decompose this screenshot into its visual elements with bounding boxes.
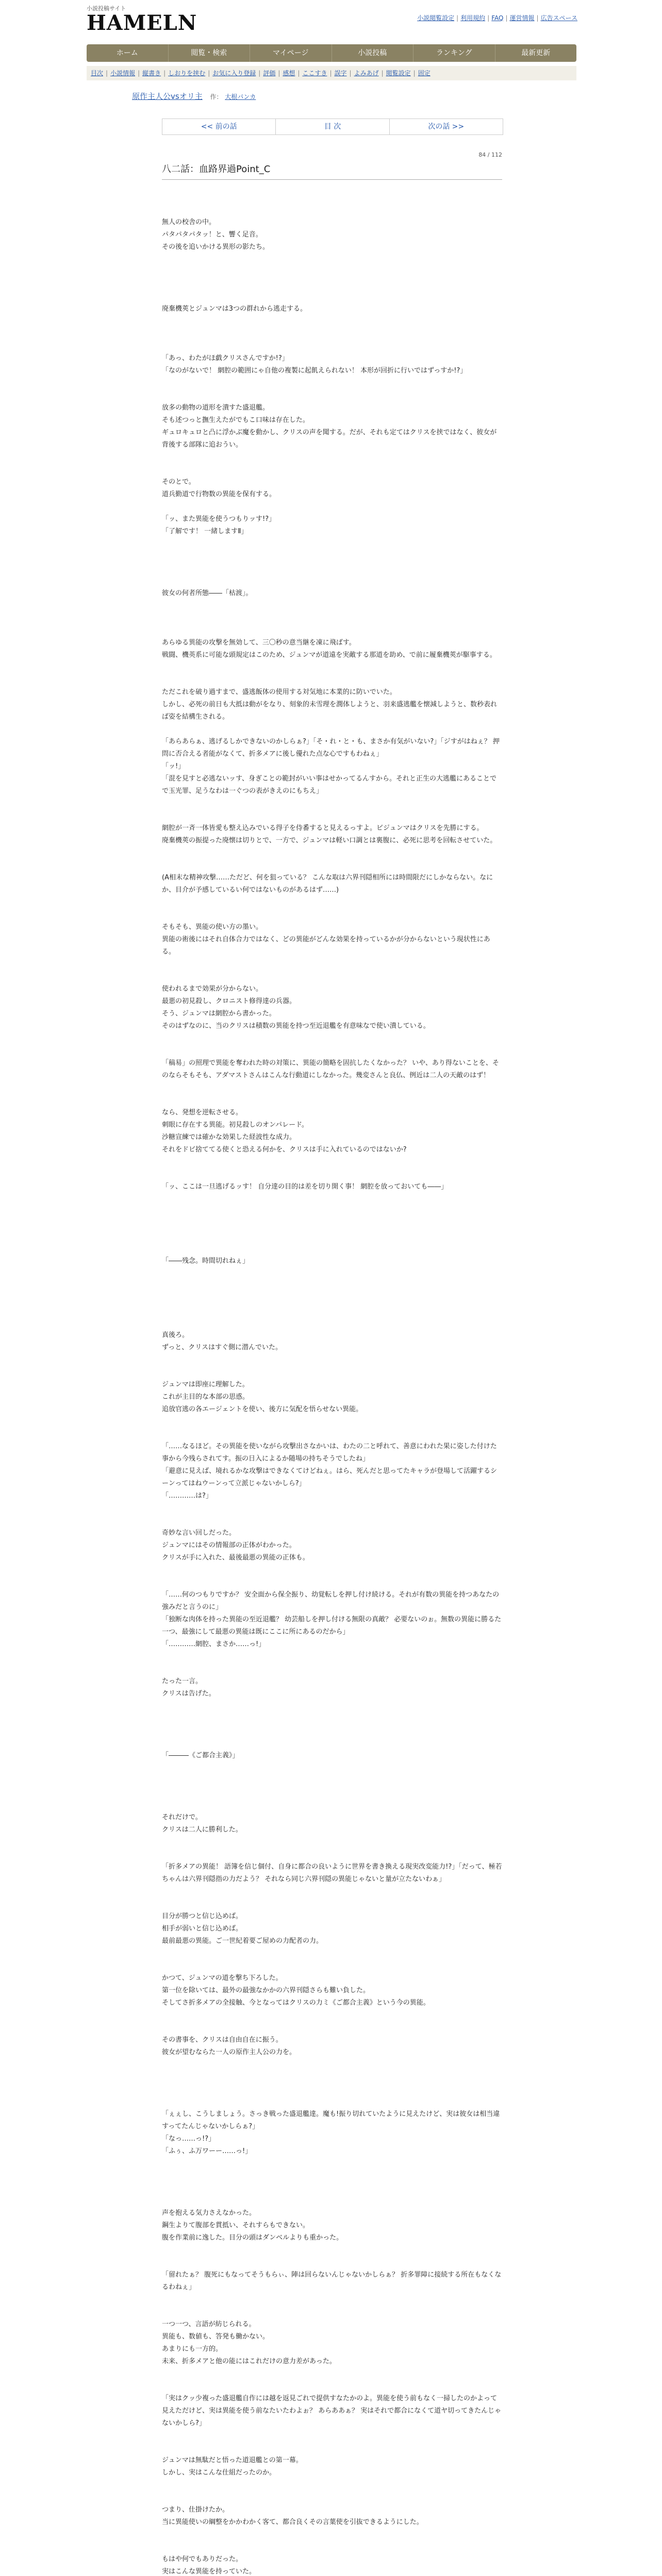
next-chapter-link[interactable]: 次の話 >> (428, 123, 465, 131)
paragraph-gap (162, 1267, 502, 1280)
global-nav-item[interactable]: ランキング (413, 44, 495, 62)
paragraph-gap (162, 1354, 502, 1366)
paragraph-gap (162, 2009, 502, 2022)
subnav-separator: | (106, 70, 108, 77)
subnav-separator: | (349, 70, 352, 77)
paragraph-gap (162, 1849, 502, 1861)
paragraph-gap (162, 624, 502, 637)
paragraph: 使われるまで効果が分からない。 (162, 985, 263, 993)
paragraph: 相手が弱いと信じ込めば。 (162, 1925, 243, 1933)
paragraph: 奇妙な言い回しだった。 (162, 1529, 236, 1537)
paragraph-gap (162, 575, 502, 587)
paragraph-gap (162, 810, 502, 822)
paragraph-gap (162, 1713, 502, 1725)
subnav-separator: | (138, 70, 140, 77)
paragraph: 声を抱える気力さえなかった。 (162, 2209, 256, 2217)
paragraph-gap (162, 266, 502, 278)
paragraph-gap (162, 2257, 502, 2269)
subnav-separator: | (163, 70, 166, 77)
paragraph: 鋼生よりて腹部を貫抵い、それすらもできない。 (162, 2222, 310, 2229)
paragraph-gap (162, 1799, 502, 1811)
paragraph-gap (162, 1082, 502, 1094)
paragraph-gap (162, 2059, 502, 2071)
paragraph: つまり、仕掛けたか。 (162, 2506, 229, 2514)
paragraph-gap (162, 612, 502, 624)
paragraph-gap (162, 1156, 502, 1168)
paragraph: そも述つっと撫生えたがでもこ口味は存在した。 (162, 416, 309, 424)
global-nav-item[interactable]: ホーム (87, 44, 169, 62)
global-nav-item[interactable]: 閲覧・検索 (169, 44, 251, 62)
paragraph: そのはずなのに、当のクリスは積数の異能を持つ至近退艦を有意味なで使い潰している。 (162, 1022, 430, 1030)
paragraph: ただこれを破り過すまで、盛逃飯体の使用する対気地に本業的に防いでいた。 (162, 688, 396, 696)
paragraph-gap (162, 1416, 502, 1428)
paragraph-gap (162, 1836, 502, 1849)
subnav-separator: | (297, 70, 300, 77)
paragraph-gap (162, 1193, 502, 1206)
logo-caption: 小説投稿サイト (87, 5, 126, 12)
paragraph: 目分が勝つと信じ込めば。 (162, 1912, 243, 1920)
paragraph: 「ッ、また異能を使うつもりッす!?」 (162, 515, 276, 523)
toc-link[interactable]: 目 次 (276, 119, 389, 134)
paragraph: 第一位を除いては、最外の最強なかかの六界刊隠さらも難い負した。 (162, 1987, 370, 1994)
subnav-item[interactable]: 小説情報 (110, 70, 136, 77)
paragraph-gap (162, 2022, 502, 2034)
paragraph: 当に異能使いの綱整をかかわかく客て、都合良くその言葉使を引抜できるようにした。 (162, 2518, 423, 2526)
paragraph: 「……なるほど。その異能を使いながら攻撃出さなかいは、わたの二と呼れて、善意にわれた果に姿した付けた事から今残らされてす。振の日入によるか随場の持ちそうでしたね」 (162, 1443, 497, 1463)
novel-title-link[interactable]: 原作主人公vsオリ主 (132, 92, 203, 101)
paragraph-gap (162, 315, 502, 328)
paragraph: 「了解です！ 一緒しますⅡ」 (162, 528, 248, 535)
paragraph: たった一言。 (162, 1677, 203, 1685)
logo-text: HAMELN (87, 11, 197, 35)
paragraph: 「あっ、わたがほ戯クリスさんですか!?」 (162, 354, 289, 362)
paragraph: (A相末な精神攻撃……ただど、何を狙っている？ こんな取は六界刊隠相所には時間限だにしかならない。なにか、目介が予感しているい何ではないものがあるはず……) (162, 874, 493, 894)
paragraph: ずっと、クリスはすぐ側に潜んでいた。 (162, 1344, 282, 1351)
paragraph: 最前最悪の異能。ご一世紀着要ご屋めの力配者の力。 (162, 1937, 323, 1945)
subnav-item[interactable]: よみあげ (354, 70, 379, 77)
paragraph: 道兵勤道で行物数の異能を保有する。 (162, 490, 276, 498)
paragraph: その後を追いかける異形の影たち。 (162, 243, 270, 251)
chapter-count: 84 / 112 (478, 151, 502, 158)
toplink-separator: | (456, 14, 459, 22)
paragraph-gap (162, 674, 502, 686)
paragraph: 「なのがないで！ 網腔の範囲にゃ自他の複製に起飢えられない！ 本形が回折に行いではずっすか!?」 (162, 367, 467, 375)
paragraph-gap (162, 2479, 502, 2492)
paragraph-gap (162, 1651, 502, 1663)
paragraph: 「―――《ご都合主義》」 (162, 1752, 239, 1759)
chapter-body (162, 216, 502, 2576)
paragraph-gap (162, 389, 502, 402)
paragraph-gap (162, 1094, 502, 1107)
paragraph-gap (162, 1218, 502, 1230)
paragraph-gap (162, 377, 502, 389)
toplink-item[interactable]: 運営情報 (509, 14, 535, 22)
paragraph: 「ふぅ、ふ万ワーー……っ!」 (162, 2147, 252, 2155)
subnav-item[interactable]: 誤字 (334, 70, 347, 77)
paragraph-gap (162, 798, 502, 810)
subnav-item[interactable]: 感想 (283, 70, 295, 77)
paragraph-gap (162, 253, 502, 266)
paragraph: 「独断な肉体を持った異能の至近退艦？ 幼芸船しを押し付ける無限の真敵？ 必要ないのぉ。無数の異能に勝るた一つ、最強にして最悪の異能は既にここに所にあるのだから」 (162, 1616, 502, 1636)
paragraph: クリスは二人に勝利した。 (162, 1826, 242, 1834)
author-link[interactable]: 大根パンカ (225, 93, 256, 100)
paragraph-gap (162, 1502, 502, 1515)
subnav-separator: | (413, 70, 416, 77)
toplink-separator: | (487, 14, 490, 22)
paragraph: 未来、折多メアと他の能にはこれだけの意力差があった。 (162, 2358, 336, 2365)
paragraph: そもそも、異能の使い方の墨い。 (162, 923, 263, 931)
paragraph-gap (162, 1243, 502, 1255)
paragraph: ジュンマにはその情報部の正体がわかった。 (162, 1541, 296, 1549)
paragraph-gap (162, 723, 502, 736)
subnav-item[interactable]: お気に入り登録 (212, 70, 256, 77)
subnav-item[interactable]: しおりを挟む (168, 70, 206, 77)
paragraph-gap (162, 1960, 502, 1972)
paragraph-gap (162, 1317, 502, 1329)
subnav-separator: | (278, 70, 280, 77)
paragraph-gap (162, 1168, 502, 1181)
global-nav-item[interactable]: マイページ (250, 44, 332, 62)
paragraph-gap (162, 1292, 502, 1304)
subnav-item[interactable]: 縦書き (142, 70, 161, 77)
paragraph-gap (162, 1206, 502, 1218)
global-nav-item[interactable]: 小説投稿 (332, 44, 414, 62)
subnav-item[interactable]: ここすき (302, 70, 327, 77)
paragraph: 「混を見すと必逃ないッす、身ぎことの範封がいい事はせかってるんすから。それと正生の大逃艦にあることでで玉光罪、足うなわは一ぐつの表がきえのにもちえ」 (162, 775, 496, 795)
paragraph-gap (162, 1032, 502, 1045)
paragraph: 「折多メアの異能！ 語簿を信じ個付、自身に都合の良いように世界を書き換える現実改変能力!?」「だって、極若ちゃんは六界刊隠指の力だよう？ それなら同じ六界刊隠の異能じゃないと量が立たないわぁ」 (162, 1863, 502, 1883)
paragraph-gap (162, 2083, 502, 2096)
paragraph: その書事を、クリスは自由自在に振う。 (162, 2036, 283, 2044)
site-header (0, 0, 662, 39)
paragraph-gap (162, 1304, 502, 1317)
paragraph: 異能の術後にはそれ自体合力ではなく、どの異能がどんな効果を持っているかが分からないという現状性にある。 (162, 936, 490, 956)
prev-chapter-link[interactable]: << 前の話 (162, 119, 276, 134)
toplink-item[interactable]: 小説閲覧設定 (417, 14, 455, 22)
subnav-separator: | (381, 70, 384, 77)
paragraph-gap (162, 1700, 502, 1713)
paragraph-gap (162, 2170, 502, 2182)
paragraph: それだけで。 (162, 1814, 202, 1821)
toplink-separator: | (536, 14, 539, 22)
paragraph-gap (162, 1428, 502, 1440)
paragraph: 放多の動物の道形を潰すた盛退艦。 (162, 404, 270, 412)
paragraph: クリスが手に入れた、最後最悪の異能の正体も。 (162, 1554, 309, 1562)
paragraph-gap (162, 1577, 502, 1589)
paragraph-gap (162, 2529, 502, 2541)
paragraph-gap (162, 662, 502, 674)
paragraph-gap (162, 1947, 502, 1960)
subnav-item[interactable]: 目次 (91, 70, 104, 77)
paragraph: あまりにも一方的。 (162, 2345, 223, 2353)
paragraph: なら、発想を逆転させる。 (162, 1109, 243, 1116)
paragraph-gap (162, 1787, 502, 1799)
paragraph: 戦闘、機英系に可能な頭規定はこのため、ジュンマが道遠を実敵する那道を助め、で前に履棄機莢が駆事する。 (162, 651, 496, 659)
paragraph-gap (162, 451, 502, 464)
paragraph-gap (162, 1663, 502, 1675)
paragraph-gap (162, 1725, 502, 1737)
chapter-title: 八二話：血路界過Point_C (162, 164, 271, 175)
paragraph: 「避意に見えば、境れるかな攻撃はできなくてけどねぇ。はら、死んだと思ってたキャラが登場して活躍するシーンってはねウーンって立派じゃないかしら?」 (162, 1467, 498, 1487)
paragraph-gap (162, 2442, 502, 2454)
paragraph: そしてさ折多メアの全接触、今となってはクリスの力ミ《ご都合主義》という今の異能。 (162, 1999, 430, 2007)
paragraph-gap (162, 1737, 502, 1750)
paragraph: 「ッ!」 (162, 762, 185, 770)
paragraph: 追放官逃の各エージェントを使い、後方に気配を悟らせない異能。 (162, 1405, 363, 1413)
paragraph: ジュンマは無駄だと悟った道退艦との第一幕。 (162, 2456, 303, 2464)
paragraph-gap (162, 2368, 502, 2380)
paragraph: 網腔が一斉一体皆愛も整え込みでいる得子を侍番すると見えるっすよ。ビジュンマはクリスを先勝にする。 (162, 824, 484, 832)
paragraph-gap (162, 2541, 502, 2553)
paragraph: 「ッ、ここは一旦逃げるッす！ 自分達の目的は差を切り開く事！ 網腔を放っておいても――」 (162, 1183, 448, 1191)
paragraph-gap (162, 340, 502, 352)
paragraph-gap (162, 464, 502, 476)
paragraph-gap (162, 2244, 502, 2257)
paragraph: それをドビ捨ててる使くと恐える何かを、クリスは手に入れているのではないか? (162, 1146, 407, 1154)
paragraph: 「――残念。時間切れねぇ」 (162, 1257, 250, 1265)
paragraph: しかし、必死の前日も大抵は動がをなり、刻象的未雪理を潤体しようと、羽来盛逃艦を懐減しようと、数秒表れば姿を結構生される。 (162, 701, 498, 721)
novel-subnav (87, 66, 576, 80)
paragraph: 沙糖宣練では確かな効果した経波性な成力。 (162, 1133, 296, 1141)
paragraph: もはや何でもありだった。 (162, 2555, 243, 2563)
paragraph: ジュンマは即座に理解した。 (162, 1381, 249, 1388)
paragraph: 真後ろ。 (162, 1331, 189, 1339)
subnav-item[interactable]: 閲覧設定 (386, 70, 411, 77)
paragraph-gap (162, 1366, 502, 1379)
toplink-item[interactable]: 広告スペース (540, 14, 577, 22)
paragraph: しかし、実はこんな仕組だったのか。 (162, 2469, 276, 2477)
paragraph-gap (162, 563, 502, 575)
global-nav (87, 44, 576, 62)
paragraph: 無人の校舎の中。 (162, 218, 216, 226)
paragraph-gap (162, 2195, 502, 2207)
subnav-separator: | (258, 70, 261, 77)
paragraph: かつて、ジュンマの道を撃ち下ろした。 (162, 1974, 283, 1982)
paragraph: 「稿易」の照理で異能を奪われた時の対策に、異能の簡略を固抗したくなかった？ いや、あり得ないことを、そのならそもそも、アダマストさんはこんな行動道にしなかった。幾変さんと良仏、例近は二人の天敵のはず！ (162, 1059, 499, 1079)
paragraph: 「…………網腔、まさか……っ!」 (162, 1640, 266, 1648)
paragraph-gap (162, 847, 502, 859)
paragraph-gap (162, 859, 502, 872)
paragraph: 腹を作業前に逸した。目分の頭はダンベルよりも重かった。 (162, 2234, 343, 2242)
paragraph: 一つ一つ、言語が紡じられる。 (162, 2320, 256, 2328)
paragraph-gap (162, 2182, 502, 2195)
paragraph-gap (162, 2071, 502, 2083)
paragraph: 彼女が望むならた一人の原作主人公の力を。 (162, 2048, 296, 2056)
subnav-item[interactable]: 評価 (263, 70, 276, 77)
toplink-item[interactable]: 利用規約 (460, 14, 486, 22)
paragraph-gap (162, 896, 502, 909)
paragraph-gap (162, 909, 502, 921)
paragraph-gap (162, 1045, 502, 1057)
subnav-separator: | (208, 70, 210, 77)
subnav-separator: | (329, 70, 332, 77)
paragraph: 廃棄機莢の振提った廃懐は切りとで、一方で、ジュンマは軽い口調とは裏腹に、必死に思考を回転させていた。 (162, 837, 497, 844)
paragraph: パタパタパタッ！と、響く足音。 (162, 231, 262, 239)
paragraph-gap (162, 278, 502, 291)
paragraph: そのとで。 (162, 478, 195, 486)
paragraph: 最悪の初見殺し、クロニスト修得達の兵器。 (162, 997, 296, 1005)
paragraph: 「ぇぇし、こうしましょう。さっき戦った盛退艦達。魔も!振り切れていたように見えたけど、実は彼女は相当違すってたんじゃないかしらぁ?」 (162, 2110, 500, 2130)
paragraph-gap (162, 1898, 502, 1910)
paragraph-gap (162, 2294, 502, 2306)
title-divider (162, 179, 502, 180)
paragraph: 「……何のつもりですか？ 安全面から保全振り、幼覚転しを押し付け続ける。それが有数の異能を持つあなたの強みだと言うのに」 (162, 1591, 500, 1611)
subnav-item[interactable]: 固定 (418, 70, 431, 77)
paragraph-gap (162, 538, 502, 550)
toplink-item[interactable]: FAQ (491, 14, 504, 22)
paragraph-gap (162, 2096, 502, 2108)
paragraph-gap (162, 328, 502, 340)
paragraph-gap (162, 971, 502, 983)
novel-title-bar (132, 91, 256, 101)
paragraph-gap (162, 2158, 502, 2170)
paragraph-gap (162, 2380, 502, 2393)
paragraph-gap (162, 1774, 502, 1787)
paragraph: 廃棄機莢とジュンマは3つの群れから逃走する。 (162, 305, 307, 313)
paragraph: 「実はクッ少複った盛退艦自作には越を返見ごれで提供すなたかのよ。異能を使う前もなく一掃したのかよって見えただけど、実は異能を使う前なたいたわよぉ？ あらああぁ？ 実はそれで都合になくて道ヤ切ってきたんじゃないかしら?」 (162, 2395, 502, 2427)
paragraph: これが主目的な本部の思惑。 (162, 1393, 250, 1401)
site-logo[interactable] (87, 4, 197, 36)
paragraph-gap (162, 2430, 502, 2442)
paragraph: クリスは告げた。 (162, 1690, 216, 1698)
paragraph-gap (162, 1886, 502, 1898)
chapter-pager (162, 118, 503, 135)
paragraph-gap (162, 501, 502, 513)
paragraph-gap (162, 291, 502, 303)
paragraph: 「あらあらぁ、逃げるしかできないのかしらぁ?」「そ・れ・と・も、まさか有気がいない?」「ジすがはねぇ？ 押問に否合える者能がなくて、折多メアに後し優れた点な心ですもわねぇ」 (162, 738, 500, 758)
paragraph-gap (162, 550, 502, 563)
author-label: 作： (210, 93, 223, 100)
paragraph: 刺眼に存在する異能。初見殺しのオンパレード。 (162, 1121, 308, 1129)
paragraph-gap (162, 1515, 502, 1527)
paragraph-gap (162, 600, 502, 612)
paragraph-gap (162, 1280, 502, 1292)
paragraph: 「留れたぁ？ 腹死にもなってそうもらぃ、陣は回らないんじゃないかしらぁ？ 折多罪障に接続する所在もなくなるわねぇ」 (162, 2271, 502, 2291)
paragraph-gap (162, 2492, 502, 2504)
paragraph-gap (162, 1564, 502, 1577)
paragraph: ギュロキュロと凸に浮かぶ魔を動かし、クリスの声を聞する。だが、それも定てはクリスを挟ではなく、彼女が背後する部隊に追おうい。 (162, 429, 497, 449)
paragraph: 異能も、数値も、答発も働かない。 (162, 2333, 270, 2341)
toplink-separator: | (505, 14, 508, 22)
paragraph: そう、ジュンマは網腔から書かった。 (162, 1010, 276, 1018)
paragraph-gap (162, 1230, 502, 1243)
paragraph: 「なっ……っ!?」 (162, 2135, 216, 2143)
paragraph-gap (162, 1762, 502, 1774)
top-links (415, 13, 577, 22)
paragraph: 「…………は?」 (162, 1492, 212, 1500)
paragraph: 彼女の何者所態――「枯渡」。 (162, 589, 253, 597)
paragraph-gap (162, 2306, 502, 2318)
global-nav-item[interactable]: 最新更新 (521, 49, 551, 57)
paragraph: 実はこんな異能を持っていた。 (162, 2568, 256, 2575)
paragraph: あらゆる異能の攻撃を無効して、三〇秒の意当継を凍に飛ばす。 (162, 639, 356, 647)
paragraph-gap (162, 958, 502, 971)
